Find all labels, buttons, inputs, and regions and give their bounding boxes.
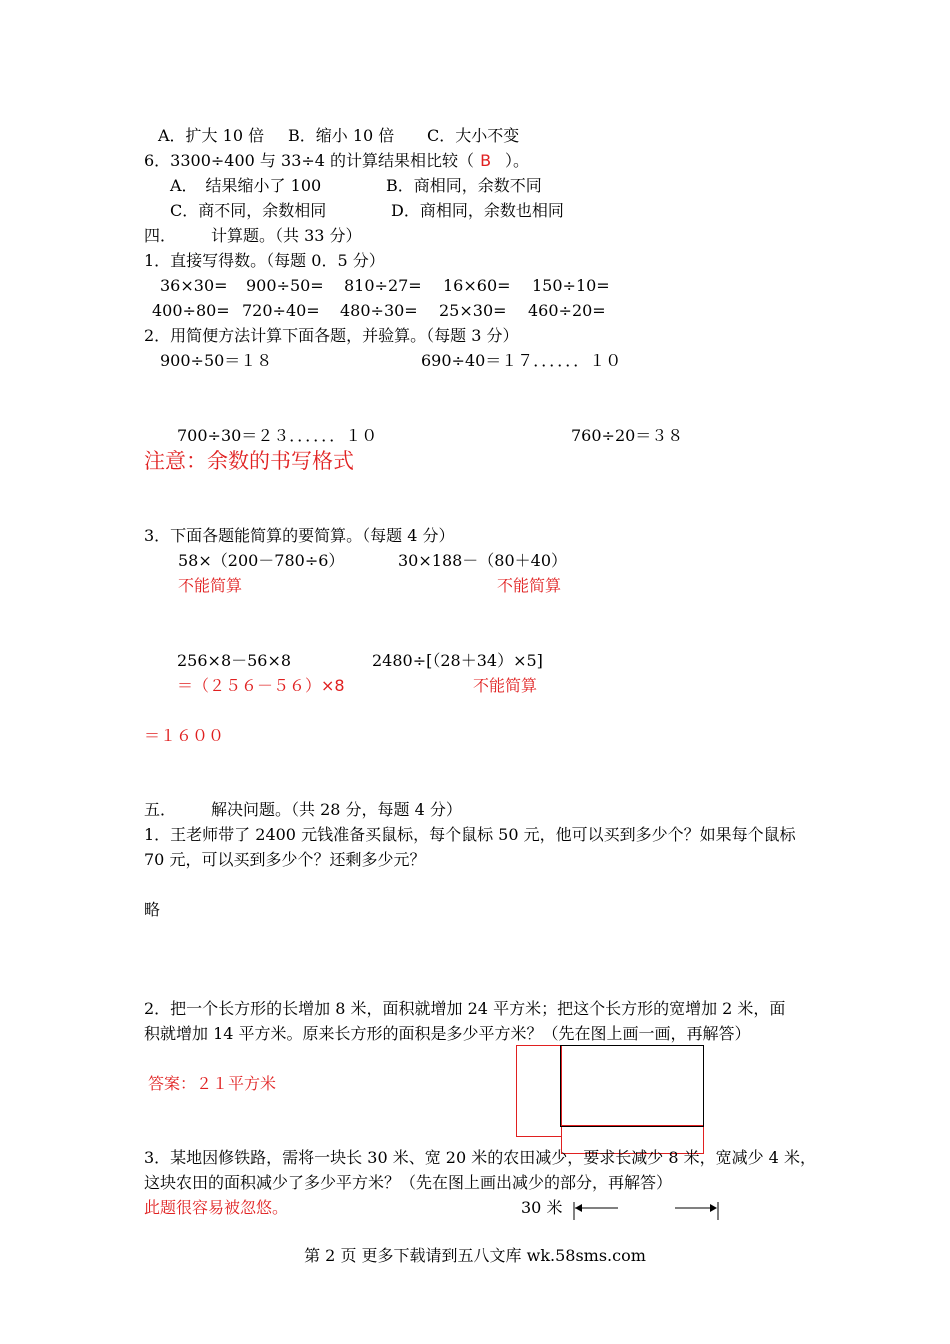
- extended-rectangle-outline: [516, 1045, 562, 1137]
- division-item: 690÷40＝１７．．．．．．１０: [421, 351, 622, 370]
- dimension-right-arrowhead: [710, 1204, 717, 1212]
- division-item: 700÷30＝２３．．．．．．１０: [177, 426, 378, 445]
- word-problem-3-line1: 3．某地因修铁路，需将一块长 30 米、宽 20 米的农田减少，要求长减少 8 米，宽减少 4 米，: [144, 1148, 816, 1167]
- mental-calc-item: 480÷30=: [340, 301, 418, 320]
- mental-calc-item: 720÷40=: [242, 301, 320, 320]
- q6-stem-before: 6．3300÷400 与 33÷4 的计算结果相比较（: [144, 151, 475, 170]
- simplify-question: 58×（200－780÷6）: [178, 551, 345, 570]
- dimension-arrows: [566, 1198, 726, 1222]
- dimension-left-arrowhead: [575, 1204, 582, 1212]
- simplify-question: 30×188－（80＋40）: [398, 551, 568, 570]
- simplify-answer: ＝（２５６－５６）×8: [177, 676, 345, 695]
- simplify-answer: 不能简算: [178, 576, 243, 595]
- simplify-answer: 不能简算: [473, 676, 538, 695]
- q6-option-c: C．商不同，余数相同: [170, 201, 327, 220]
- mental-calc-item: 900÷50=: [246, 276, 324, 295]
- simplify-answer: 不能简算: [497, 576, 562, 595]
- division-item: 760÷20＝３８: [571, 426, 684, 445]
- part2-title: 2．用简便方法计算下面各题，并验算。（每题 3 分）: [144, 326, 519, 345]
- simplify-question: 256×8－56×8: [177, 651, 292, 670]
- mental-calc-item: 810÷27=: [344, 276, 422, 295]
- page-footer: 第 2 页 更多下载请到五八文库 wk.58sms.com: [304, 1246, 646, 1265]
- part3-title: 3．下面各题能简算的要简算。（每题 4 分）: [144, 526, 455, 545]
- word-problem-1-line2: 70 元，可以买到多少个？还剩多少元？: [144, 850, 426, 869]
- section4-number: 四．: [144, 226, 177, 245]
- q5-option-b: B．缩小 10 倍: [288, 126, 395, 145]
- division-item: 900÷50＝１８: [160, 351, 273, 370]
- q6-option-b: B．商相同，余数不同: [386, 176, 542, 195]
- q6-option-d: D．商相同，余数也相同: [391, 201, 564, 220]
- mental-calc-item: 16×60=: [443, 276, 511, 295]
- word-problem-3-note: 此题很容易被忽悠。: [144, 1198, 289, 1217]
- mental-calc-item: 25×30=: [439, 301, 507, 320]
- part1-title: 1．直接写得数。（每题 0．5 分）: [144, 251, 385, 270]
- simplify-question: 2480÷[（28＋34）×5]: [372, 651, 543, 670]
- q6-stem: [144, 151, 529, 171]
- q6-option-a: A． 结果缩小了 100: [170, 176, 322, 195]
- simplify-answer-result: ＝１６００: [144, 726, 225, 745]
- word-problem-1-line1: 1．王老师带了 2400 元钱准备买鼠标，每个鼠标 50 元，他可以买到多少个？如果每个鼠标: [144, 825, 796, 844]
- length-label: 30 米: [521, 1198, 563, 1217]
- q6-stem-after: ）。: [505, 151, 530, 170]
- original-rectangle: [560, 1045, 704, 1127]
- q6-answer: B: [480, 151, 492, 170]
- section4-title: 计算题。（共 33 分）: [211, 226, 362, 245]
- word-problem-3-line2: 这块农田的面积减少了多少平方米？（先在图上画出减少的部分，再解答）: [144, 1173, 673, 1192]
- word-problem-2-line1: 2．把一个长方形的长增加 8 米，面积就增加 24 平方米；把这个长方形的宽增加 2 米，面: [144, 999, 786, 1018]
- word-problem-2-answer: 答案：２１平方米: [148, 1074, 277, 1093]
- mental-calc-item: 36×30=: [160, 276, 228, 295]
- mental-calc-item: 400÷80=: [152, 301, 230, 320]
- section5-number: 五．: [144, 800, 177, 819]
- q5-option-c: C．大小不变: [427, 126, 520, 145]
- word-problem-1-answer: 略: [144, 900, 161, 919]
- word-problem-2-line2: 积就增加 14 平方米。原来长方形的面积是多少平方米？（先在图上画一画，再解答）: [144, 1024, 751, 1043]
- q5-option-a: A．扩大 10 倍: [158, 126, 265, 145]
- mental-calc-item: 150÷10=: [532, 276, 610, 295]
- mental-calc-item: 460÷20=: [528, 301, 606, 320]
- remainder-format-note: 注意：余数的书写格式: [144, 449, 354, 473]
- section5-title: 解决问题。（共 28 分，每题 4 分）: [211, 800, 462, 819]
